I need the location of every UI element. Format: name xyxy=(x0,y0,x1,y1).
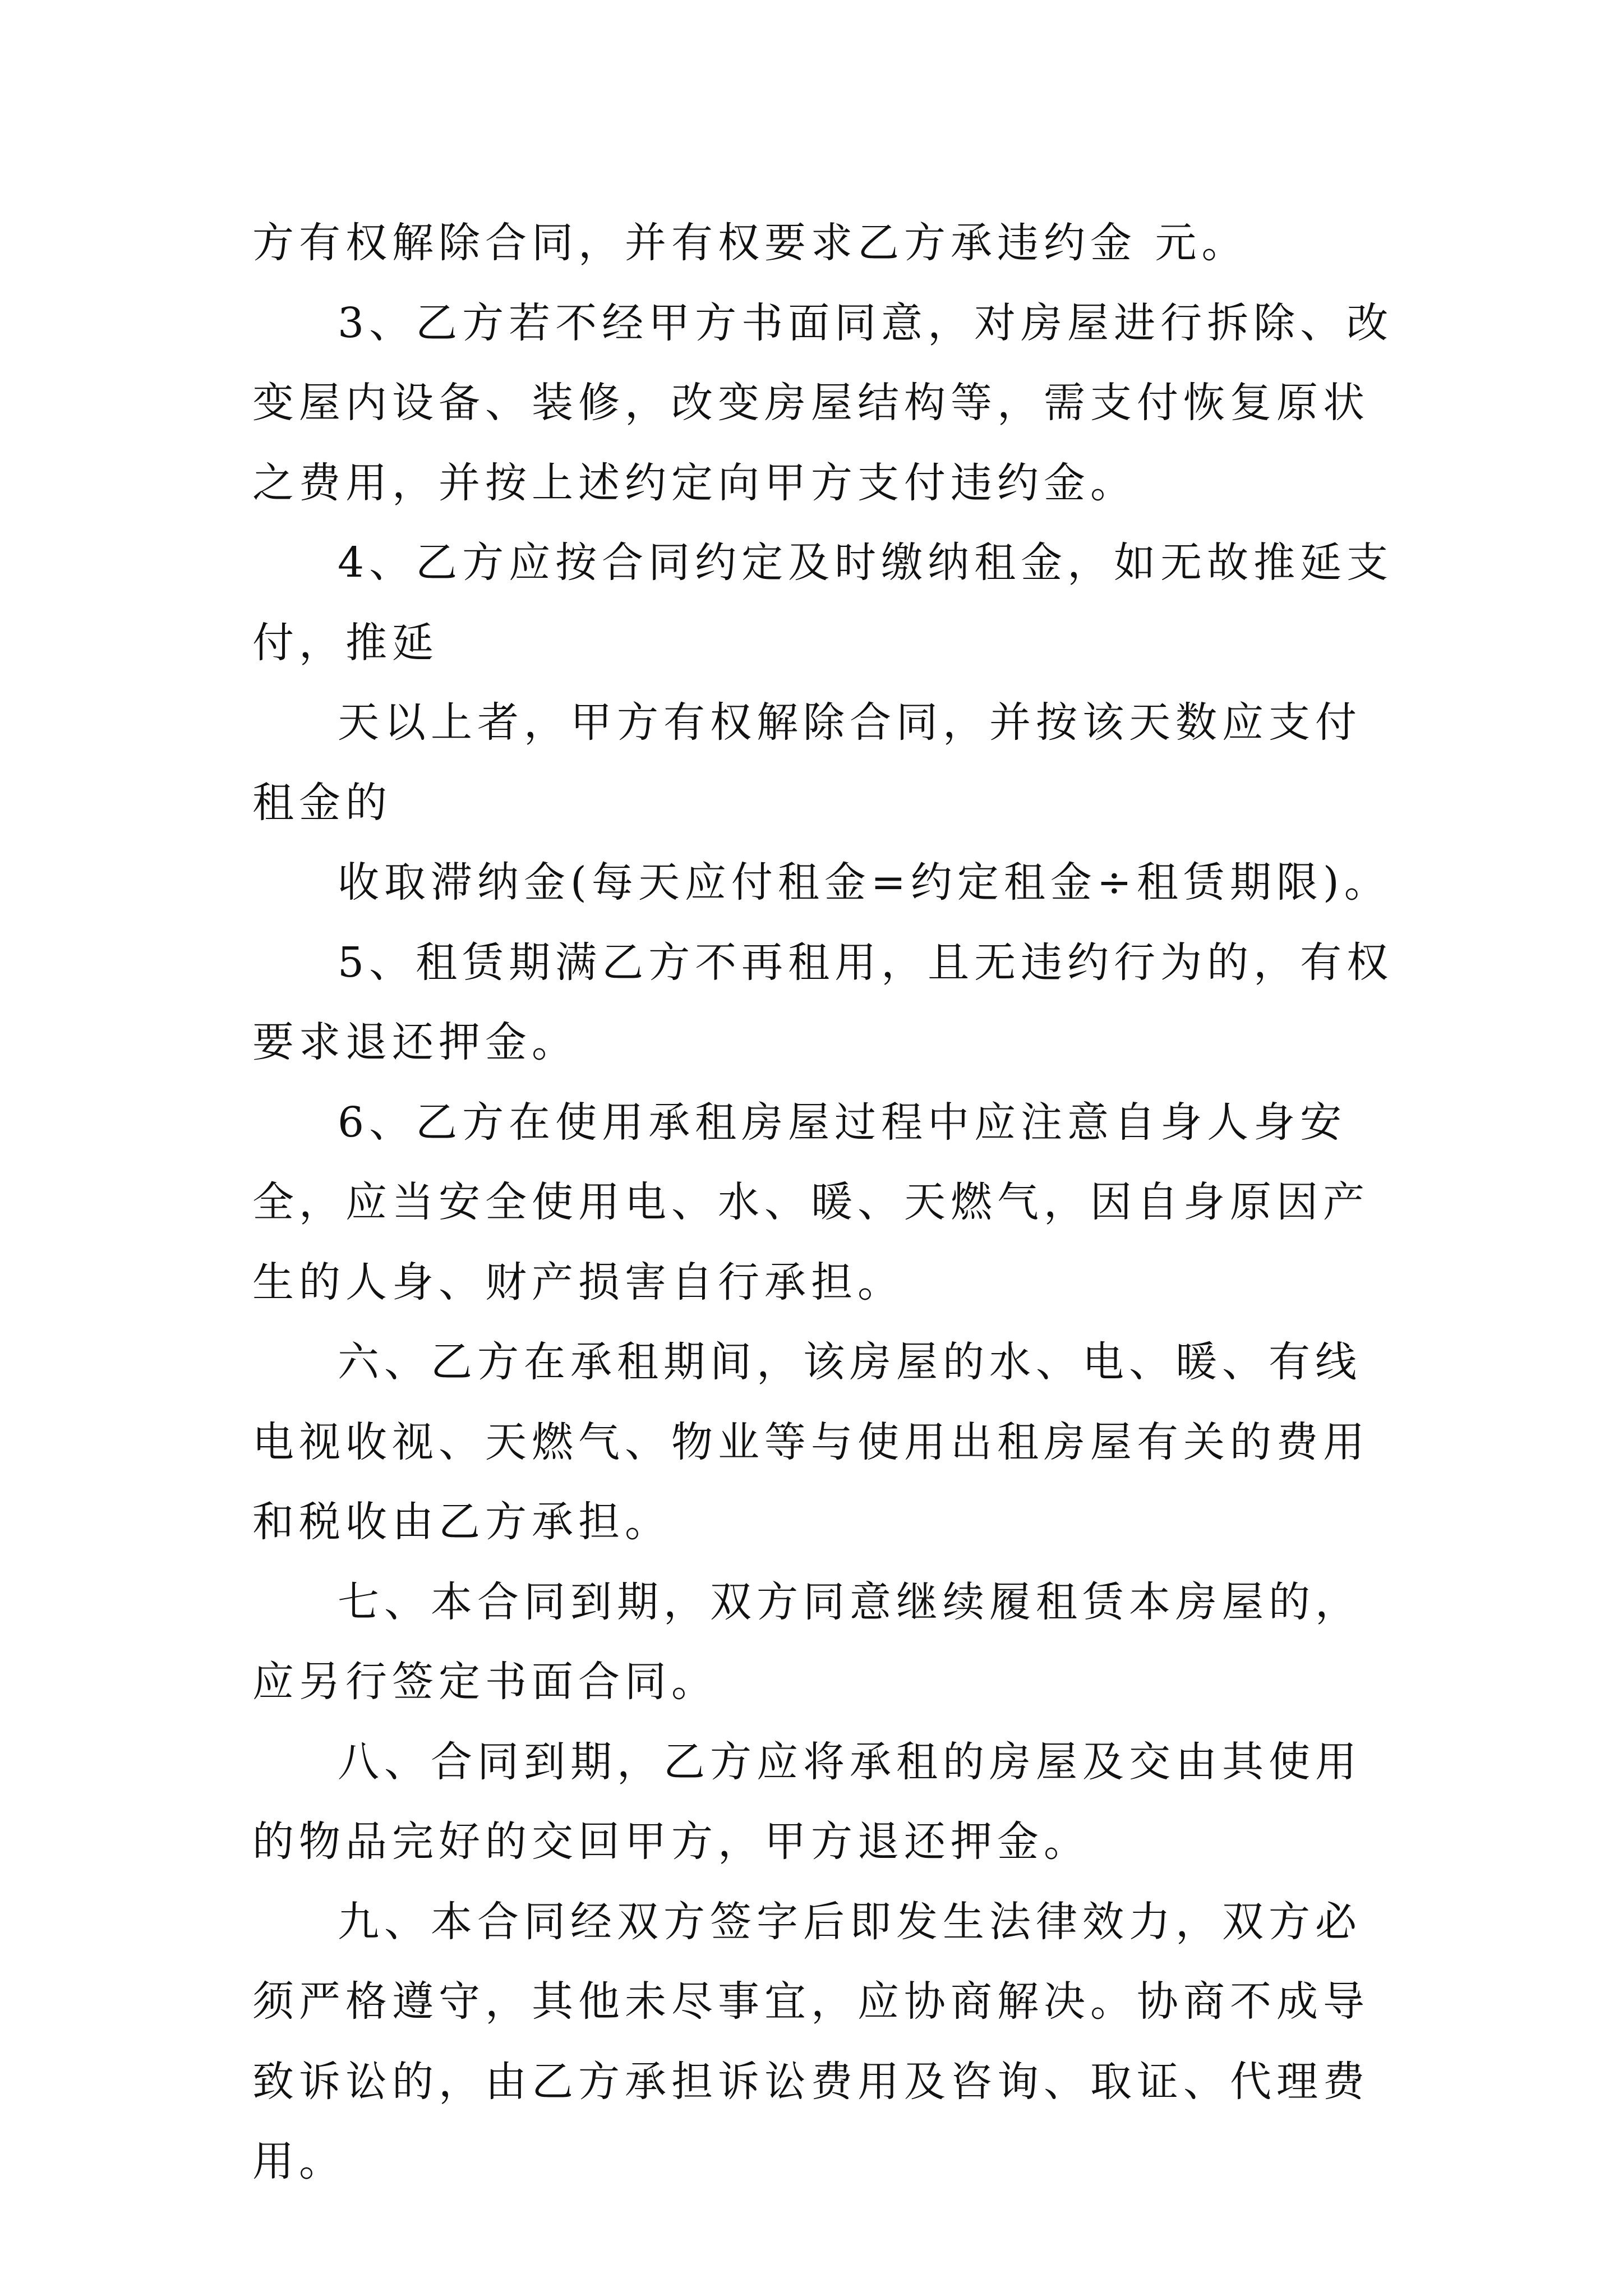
paragraph-clause-3: 3、乙方若不经甲方书面同意，对房屋进行拆除、改变屋内设备、装修，改变房屋结构等，需支付恢复原状之费用，并按上述约定向甲方支付违约金。 xyxy=(252,298,1394,507)
paragraph-clause-4: 4、乙方应按合同约定及时缴纳租金，如无故推延支付，推延 xyxy=(252,539,1394,667)
paragraph-clause-6: 6、乙方在使用承租房屋过程中应注意自身人身安全，应当安全使用电、水、暖、天燃气，因自身原因产生的人身、财产损害自行承担。 xyxy=(252,1098,1370,1306)
paragraph-continuation: 方有权解除合同，并有权要求乙方承违约金 元。 xyxy=(252,219,1248,267)
paragraph-article-9: 九、本合同经双方签字后即发生法律效力，双方必须严格遵守，其他未尽事宜，应协商解决。协商不成导致诉讼的，由乙方承担诉讼费用及咨询、取证、代理费用。 xyxy=(252,1897,1370,2185)
paragraph-article-6: 六、乙方在承租期间，该房屋的水、电、暖、有线电视收视、天燃气、物业等与使用出租房屋有关的费用和税收由乙方承担。 xyxy=(252,1338,1370,1546)
paragraph-article-8: 八、合同到期，乙方应将承租的房屋及交由其使用的物品完好的交回甲方，甲方退还押金。 xyxy=(252,1737,1362,1866)
paragraph-article-7: 七、本合同到期，双方同意继续履租赁本房屋的，应另行签定书面合同。 xyxy=(252,1577,1362,1706)
contract-body xyxy=(252,203,1396,2202)
paragraph-clause-4-days: 天以上者，甲方有权解除合同，并按该天数应支付租金的 xyxy=(252,698,1362,827)
paragraph-clause-4-late-fee: 收取滞纳金(每天应付租金=约定租金÷租赁期限)。 xyxy=(338,858,1391,907)
paragraph-clause-5: 5、租赁期满乙方不再租用，且无违约行为的，有权要求退还押金。 xyxy=(252,938,1394,1066)
